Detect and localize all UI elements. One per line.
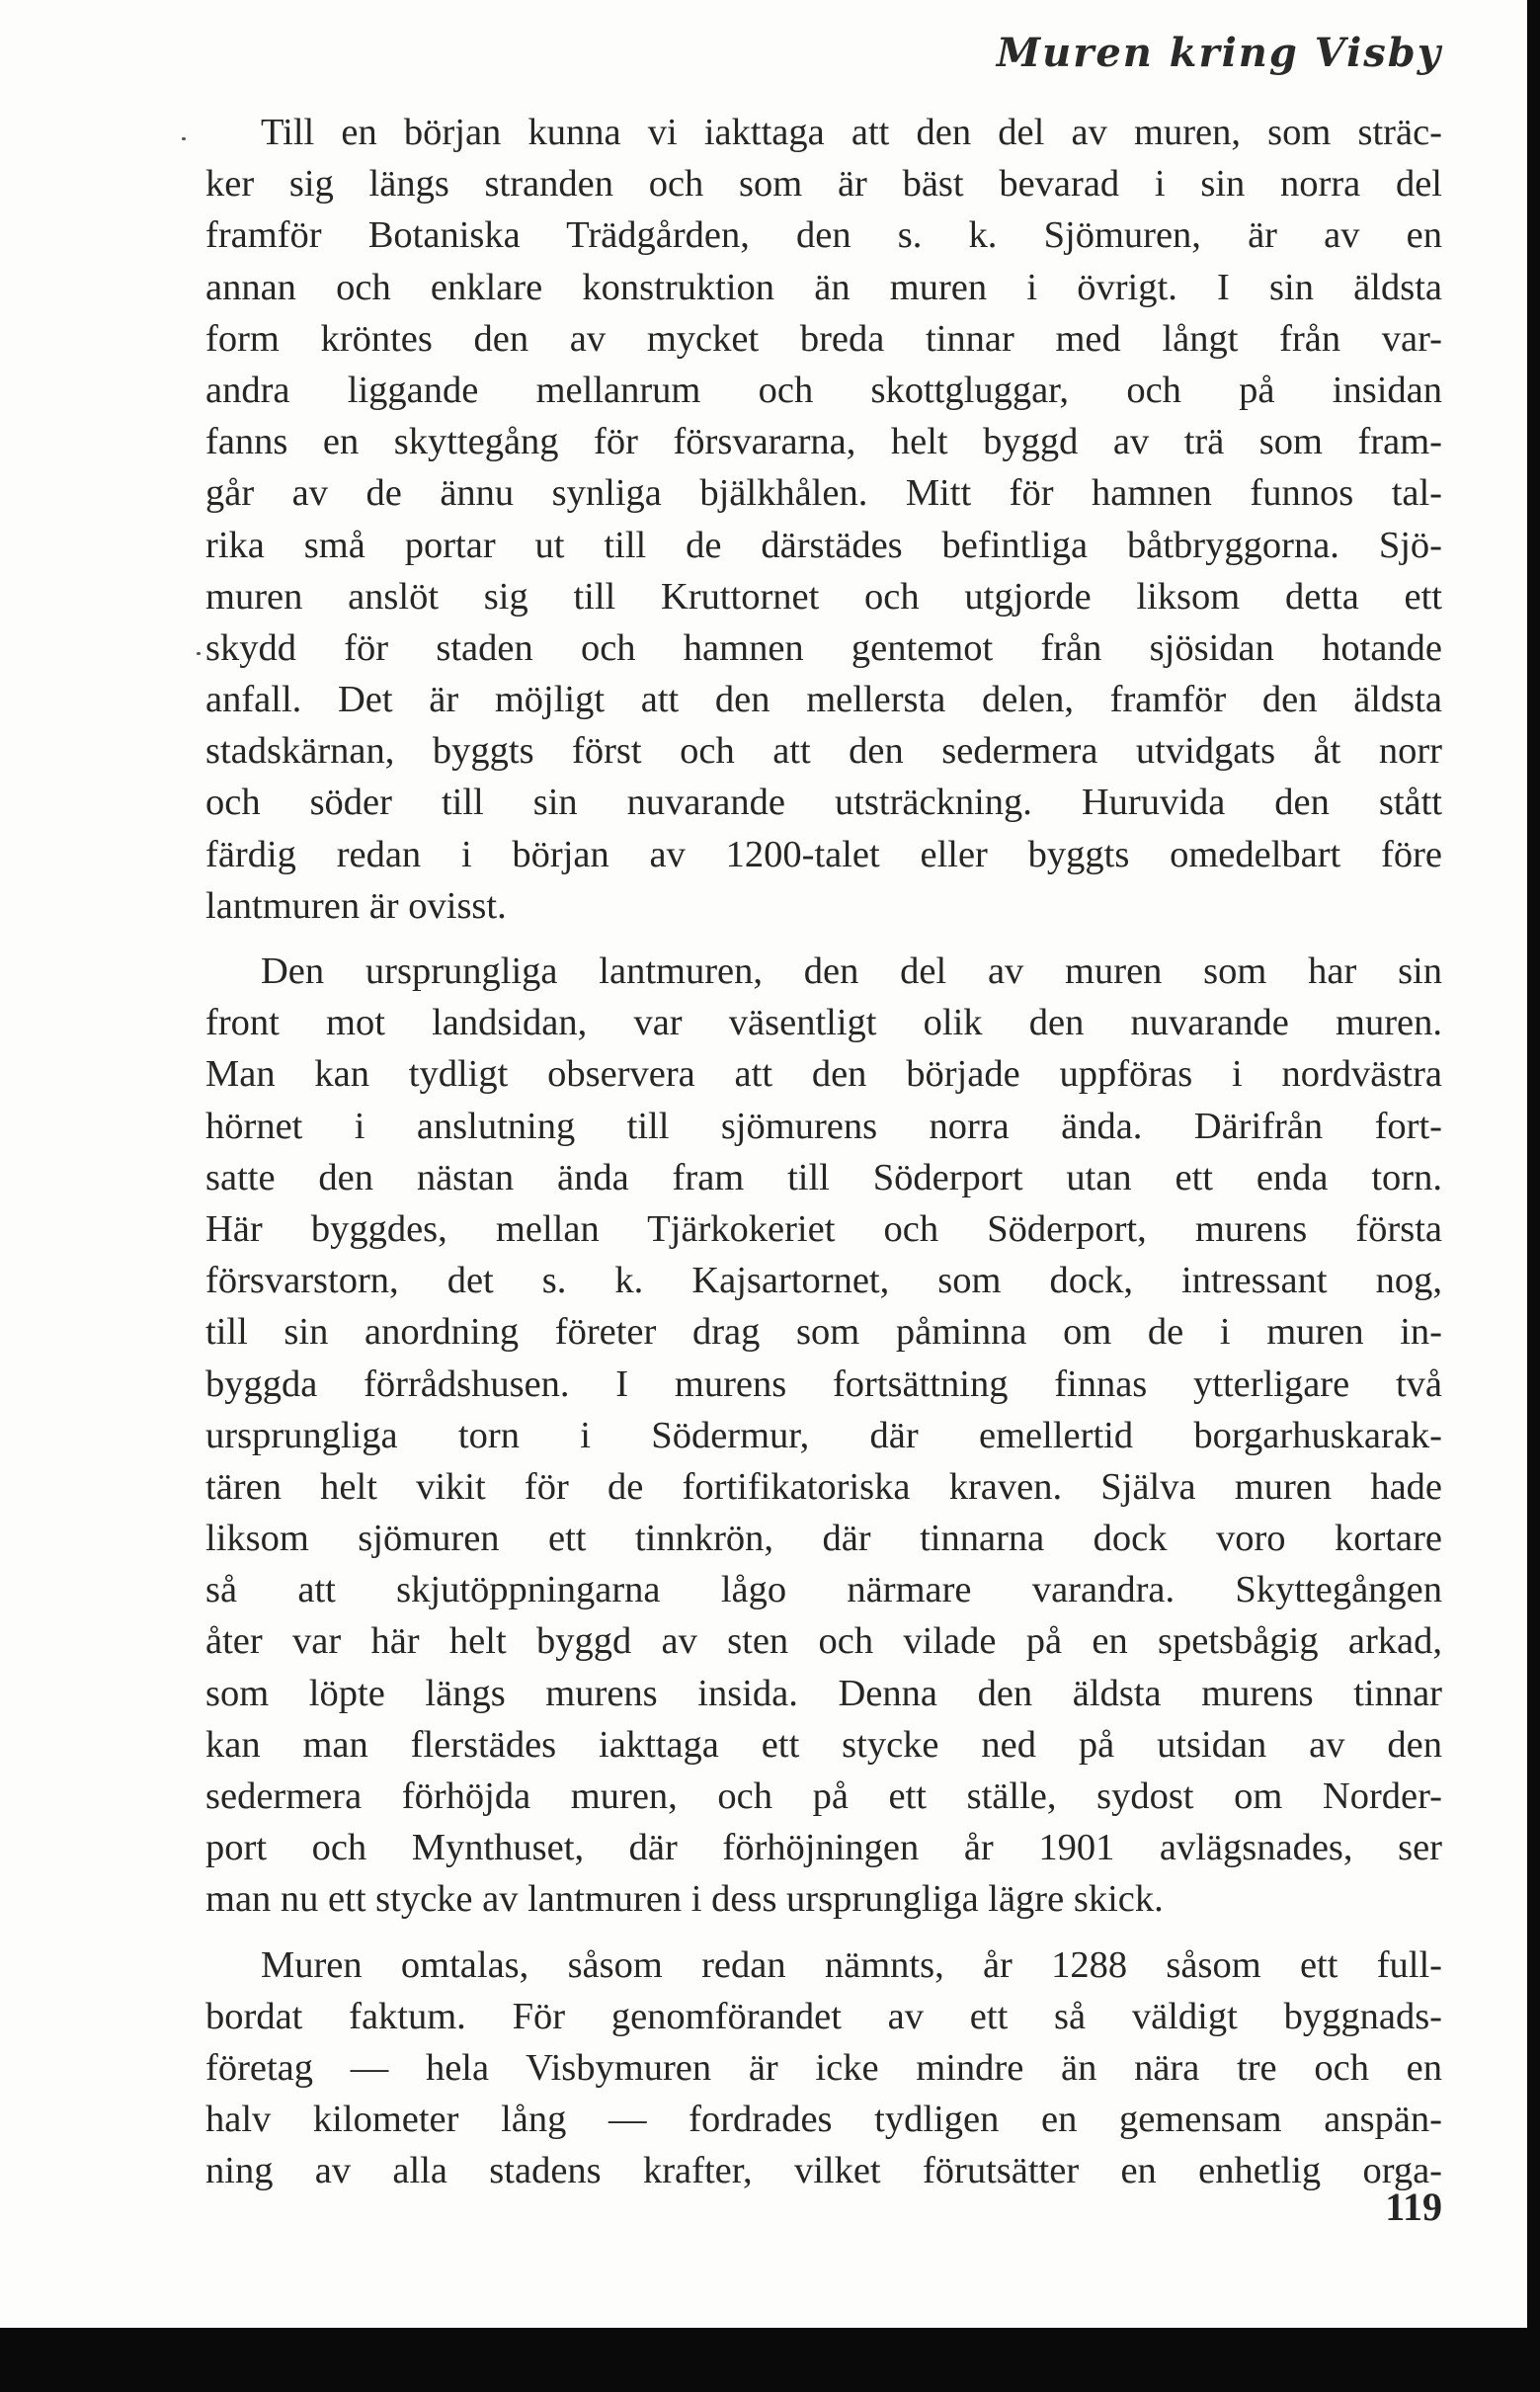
text-line: hörnet i anslutning till sjömurens norra ända. Därifrån fort- bbox=[205, 1105, 1442, 1147]
text-line: Man kan tydligt observera att den började uppföras i nordvästra bbox=[205, 1053, 1442, 1096]
text-line: framför Botaniska Trädgården, den s. k. Sjömuren, är av en bbox=[205, 214, 1442, 257]
text-line: kan man flerstädes iakttaga ett stycke ned på utsidan av den bbox=[205, 1723, 1442, 1766]
margin-speck bbox=[182, 137, 186, 140]
text-line: färdig redan i början av 1200-talet eller byggts omedelbart före bbox=[205, 833, 1442, 875]
text-line: rika små portar ut till de därstädes befintliga båtbryggorna. Sjö- bbox=[205, 524, 1442, 566]
text-line: skydd för staden och hamnen gentemot från sjösidan hotande bbox=[205, 626, 1442, 669]
text-line: ning av alla stadens krafter, vilket förutsätter en enhetlig orga- bbox=[205, 2150, 1442, 2192]
text-line: stadskärnan, byggts först och att den sedermera utvidgats åt norr bbox=[205, 730, 1442, 773]
text-line: åter var här helt byggd av sten och vilade på en spetsbågig arkad, bbox=[205, 1620, 1442, 1663]
text-line: tären helt vikit för de fortifikatoriska kraven. Själva muren hade bbox=[205, 1465, 1442, 1508]
text-line: port och Mynthuset, där förhöjningen år 1901 avlägsnades, ser bbox=[205, 1827, 1442, 1869]
paragraph-3 bbox=[205, 1939, 1442, 2197]
page-number: 119 bbox=[1385, 2185, 1442, 2229]
text-line: andra liggande mellanrum och skottgluggar, och på insidan bbox=[205, 369, 1442, 411]
text-line: satte den nästan ända fram till Söderport utan ett enda torn. bbox=[205, 1156, 1442, 1198]
scan-edge-right bbox=[1527, 0, 1540, 2392]
text-line: går av de ännu synliga bjälkhålen. Mitt för hamnen funnos tal- bbox=[205, 472, 1442, 515]
text-line: Här byggdes, mellan Tjärkokeriet och Söderport, murens första bbox=[205, 1207, 1442, 1250]
text-line: ker sig längs stranden och som är bäst bevarad i sin norra del bbox=[205, 163, 1442, 206]
paragraph-2 bbox=[205, 946, 1442, 1926]
body-text bbox=[205, 107, 1442, 2197]
text-line: som löpte längs murens insida. Denna den äldsta murens tinnar bbox=[205, 1672, 1442, 1714]
text-line: sedermera förhöjda muren, och på ett ställe, sydost om Norder- bbox=[205, 1775, 1442, 1817]
text-line: Den ursprungliga lantmuren, den del av muren som har sin bbox=[261, 950, 1442, 992]
text-line: Muren omtalas, såsom redan nämnts, år 1288 såsom ett full- bbox=[261, 1943, 1442, 1986]
text-line: man nu ett stycke av lantmuren i dess ursprungliga lägre skick. bbox=[205, 1878, 1164, 1921]
text-line: företag — hela Visbymuren är icke mindre än nära tre och en bbox=[205, 2046, 1442, 2089]
text-line: och söder till sin nuvarande utsträckning. Huruvida den stått bbox=[205, 782, 1442, 824]
text-line: Till en början kunna vi iakttaga att den del av muren, som sträc- bbox=[261, 112, 1442, 153]
running-head: Muren kring Visby bbox=[996, 30, 1442, 76]
text-line: byggda förrådshusen. I murens fortsättning finnas ytterligare två bbox=[205, 1362, 1442, 1405]
text-line: muren anslöt sig till Kruttornet och utgjorde liksom detta ett bbox=[205, 575, 1442, 618]
text-line: fanns en skyttegång för försvararna, helt byggd av trä som fram- bbox=[205, 421, 1442, 463]
text-line: front mot landsidan, var väsentligt olik den nuvarande muren. bbox=[205, 1002, 1442, 1044]
text-line: till sin anordning företer drag som påminna om de i muren in- bbox=[205, 1311, 1442, 1354]
margin-speck bbox=[197, 652, 201, 655]
text-line: bordat faktum. För genomförandet av ett så väldigt byggnads- bbox=[205, 1995, 1442, 2037]
scan-edge-bottom bbox=[0, 2328, 1540, 2392]
text-line: så att skjutöppningarna lågo närmare varandra. Skyttegången bbox=[205, 1569, 1442, 1611]
text-line: anfall. Det är möjligt att den mellersta delen, framför den äldsta bbox=[205, 679, 1442, 721]
text-line: halv kilometer lång — fordrades tydligen en gemensam anspän- bbox=[205, 2099, 1442, 2141]
text-line: lantmuren är ovisst. bbox=[205, 884, 507, 927]
text-line: ursprungliga torn i Södermur, där emellertid borgarhuskarak- bbox=[205, 1414, 1442, 1456]
text-line: liksom sjömuren ett tinnkrön, där tinnarna dock voro kortare bbox=[205, 1518, 1442, 1560]
text-line: försvarstorn, det s. k. Kajsartornet, som dock, intressant nog, bbox=[205, 1260, 1442, 1302]
text-line: annan och enklare konstruktion än muren i övrigt. I sin äldsta bbox=[205, 266, 1442, 308]
paragraph-1 bbox=[205, 107, 1442, 932]
text-line: form kröntes den av mycket breda tinnar med långt från var- bbox=[205, 317, 1442, 360]
